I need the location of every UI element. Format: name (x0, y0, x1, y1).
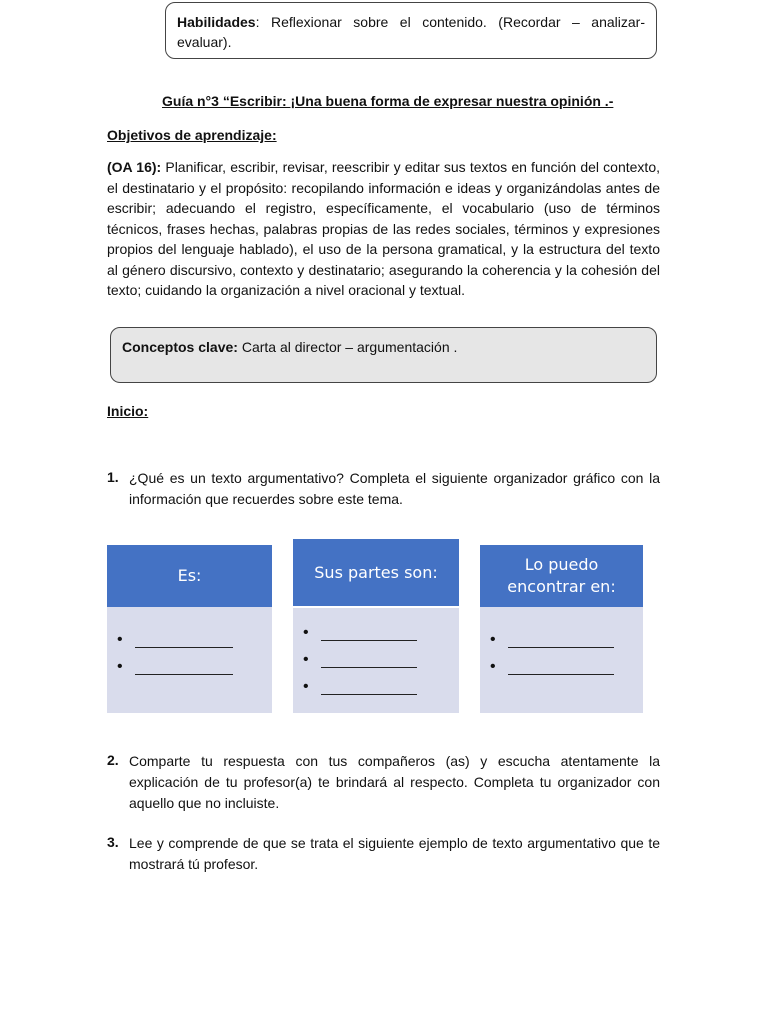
organizer-card-partes (293, 539, 459, 713)
item-text: Lee y comprende de que se trata el siguiente ejemplo de texto argumentativo que te mostrará tú profesor. (129, 835, 660, 872)
bullet-line[interactable] (107, 621, 272, 648)
bullet-icon: • (117, 658, 123, 675)
organizer-card-title: Lo puedo encontrar en: (480, 545, 643, 607)
bullet-line[interactable] (293, 614, 459, 641)
organizer-card-body (293, 608, 459, 713)
bullet-icon: • (117, 631, 123, 648)
organizer-card-es (107, 545, 272, 713)
habilidades-text: Habilidades: Reflexionar sobre el contenido. (Recordar – analizar-evaluar). (177, 14, 645, 50)
organizer-card-title: Sus partes son: (293, 539, 459, 606)
guide-title: Guía n°3 “Escribir: ¡Una buena forma de expresar nuestra opinión .- (162, 93, 614, 109)
habilidades-label: Habilidades (177, 14, 256, 30)
item-number: 1. (107, 469, 119, 485)
organizer-card-body (107, 607, 272, 713)
bullet-line[interactable] (480, 648, 643, 675)
bullet-line[interactable] (293, 668, 459, 695)
habilidades-box (165, 2, 657, 59)
item-text: Comparte tu respuesta con tus compañeros (as) y escucha atentamente la explicación de tu profesor(a) te brindará al respecto. Completa tu organizador con aquello que no incluiste. (129, 753, 660, 811)
conceptos-label: Conceptos clave: (122, 339, 238, 355)
objectives-heading: Objetivos de aprendizaje: (107, 127, 277, 143)
bullet-line[interactable] (293, 641, 459, 668)
objectives-code: (OA 16): (107, 159, 162, 175)
bullet-icon: • (303, 624, 309, 641)
bullet-icon: • (303, 678, 309, 695)
bullet-icon: • (490, 658, 496, 675)
conceptos-text: Carta al director – argumentación . (237, 339, 458, 355)
organizer-card-title: Es: (107, 545, 272, 607)
item-number: 3. (107, 834, 119, 850)
organizer-card-encontrar (480, 545, 643, 713)
inicio-heading: Inicio: (107, 403, 149, 419)
conceptos-box (110, 327, 657, 383)
item-text: ¿Qué es un texto argumentativo? Completa el siguiente organizador gráfico con la información que recuerdes sobre este tema. (129, 470, 660, 507)
organizer-card-body (480, 607, 643, 713)
bullet-line[interactable] (480, 621, 643, 648)
bullet-icon: • (490, 631, 496, 648)
bullet-icon: • (303, 651, 309, 668)
objectives-paragraph: (OA 16): Planificar, escribir, revisar, reescribir y editar sus textos en función del contexto, el destinatario y el propósito: recopilando información e ideas y organizándolas antes de escribir; adecuando el registro, específicamente, el vocabulario (uso de términos técnicos, frases hechas, palabras propias de las redes sociales, términos y expresiones propios del lenguaje hablado), el uso de la persona gramatical, y la estructura del texto al género discursivo, contexto y destinatario; asegurando la coherencia y la cohesión del texto; cuidando la organización a nivel oracional y textual. (107, 159, 660, 298)
item-number: 2. (107, 752, 119, 768)
bullet-line[interactable] (107, 648, 272, 675)
